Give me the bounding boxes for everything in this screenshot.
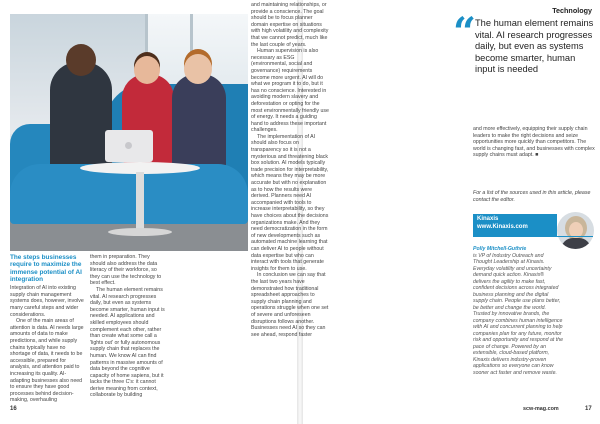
left-column-1 bbox=[10, 254, 86, 404]
apple-logo-icon bbox=[125, 142, 132, 149]
page-number-right: 17 bbox=[585, 406, 592, 412]
article-photo bbox=[10, 14, 248, 251]
bio-text: is VP of Industry Outreach and Thought Leadership at Kinaxis. Everyday volatility and uncertainty demand quick action. Kinaxis® delivers the agility to make fast, confident decisions across integrated business planning and the digital supply chain. People use plans better, be better and change the world. Trusted by innovative brands, the company combines human intelligence with AI and concurrent planning to help companies plan for any future, monitor risk and opportunity and respond at the pace of change. Powered by an extensible, cloud-based platform, Kinaxis delivers industry-proven applications so everyone can know sooner act faster and remove waste. bbox=[473, 252, 563, 376]
section-heading: The steps businesses require to maximize the immense potential of AI integration bbox=[10, 254, 82, 283]
pull-quote: The human element remains vital. AI research progresses daily, but even as systems become smarter, human input is needed bbox=[475, 18, 594, 75]
section-label: Technology bbox=[552, 6, 592, 15]
paragraph: The human element remains vital. AI research progresses daily, but even as systems become smarter, human input is needed. AI applications and skilled employees should complement each other, rather than create what some call a 'lights out' or fully autonomous supply chain that replaces the human. We know AI can find patterns in massive amounts of data beyond the cognitive capacity of home sapiens, but it lacks the three C's: it cannot derive meaning from context, collaborate by building bbox=[90, 286, 165, 399]
right-page bbox=[251, 0, 600, 424]
paragraph: them in preparation. They should also address the data literacy of their workforce, so they can use the technology to best effect. bbox=[90, 254, 162, 287]
paragraph: Integration of AI into existing supply chain management systems does, however, involve many careful steps and wider considerations. bbox=[10, 285, 84, 318]
company-website[interactable]: www.Kinaxis.com bbox=[477, 223, 528, 230]
right-column bbox=[473, 126, 595, 159]
sidebar-bio bbox=[473, 246, 563, 376]
left-column-2 bbox=[90, 254, 166, 399]
page-number-left: 16 bbox=[10, 406, 17, 412]
footnote: For a list of the sources used in this article, please contact the editor. bbox=[473, 190, 591, 203]
photo-person-woman-blonde bbox=[172, 74, 226, 170]
paragraph: In conclusion we can say that the last two years have demonstrated how traditional spreadsheet approaches to supply chain planning and operations struggle when one set of severe and unforeseen disruptions follows another. Businesses need AI so they can see ahead, respond faster bbox=[251, 272, 329, 338]
site-url[interactable]: scw-mag.com bbox=[523, 406, 559, 412]
photo-table-base bbox=[108, 228, 172, 236]
photo-table-leg bbox=[136, 172, 144, 232]
photo-person-woman-blonde-head bbox=[184, 54, 212, 84]
paragraph: and maintaining relationships, or provide a conscience. The goal should be to focus planner domain expertise on situations with high volatility and complexity that we cannot predict, much like the last couple of years. bbox=[251, 2, 329, 48]
company-name: Kinaxis bbox=[477, 216, 499, 222]
author-name: Polly Mitchell-Guthrie bbox=[473, 246, 527, 252]
sidebar-divider bbox=[473, 236, 593, 237]
photo-person-man-head bbox=[66, 44, 96, 76]
continued-column bbox=[251, 2, 329, 338]
author-portrait bbox=[557, 212, 594, 249]
paragraph: Human supervision is also necessary as ESG (environmental, social and governance) requirements become more urgent. AI will do what we program it to do, but it has no conscience. Interested in avoiding modern slavery and deforestation or opting for the most environmentally friendly use of energy. It needs a guiding hand to address these important challenges. bbox=[251, 48, 329, 134]
paragraph: and more effectively, equipping their supply chain leaders to make the right decisions and seize opportunities more quickly than competitors. The world is changing fast, and businesses with complex supply chains must adapt. ■ bbox=[473, 126, 595, 159]
paragraph: The implementation of AI should also focus on transparency so it is not a mysterious and threatening black box solution. AI models typically trade precision for interpretability, which means they may be more accurate but with no explanation as to how the results were derived. Planners need AI accompanied with tools to increase interpretability, so they have choices about the decisions organizations make. And they need democratization in the form of new developments such as automated machine learning that can deliver AI to people without data expertise but who can interact with tools that generate insights for them to use. bbox=[251, 133, 329, 272]
photo-person-man bbox=[50, 62, 112, 172]
paragraph: One of the main areas of attention is data. AI needs large amounts of data to make predictions, and while supply chains typically have no shortage of data, it needs to be accessible, prepared for analysis, and attention paid to increasing its quality. AI-adapting businesses also need to ensure they have good processes behind decision-making, overhauling bbox=[10, 318, 84, 404]
quote-mark-icon: “ bbox=[453, 9, 477, 56]
sidebar-title-box bbox=[473, 214, 557, 236]
photo-person-woman-red-head bbox=[134, 56, 160, 84]
